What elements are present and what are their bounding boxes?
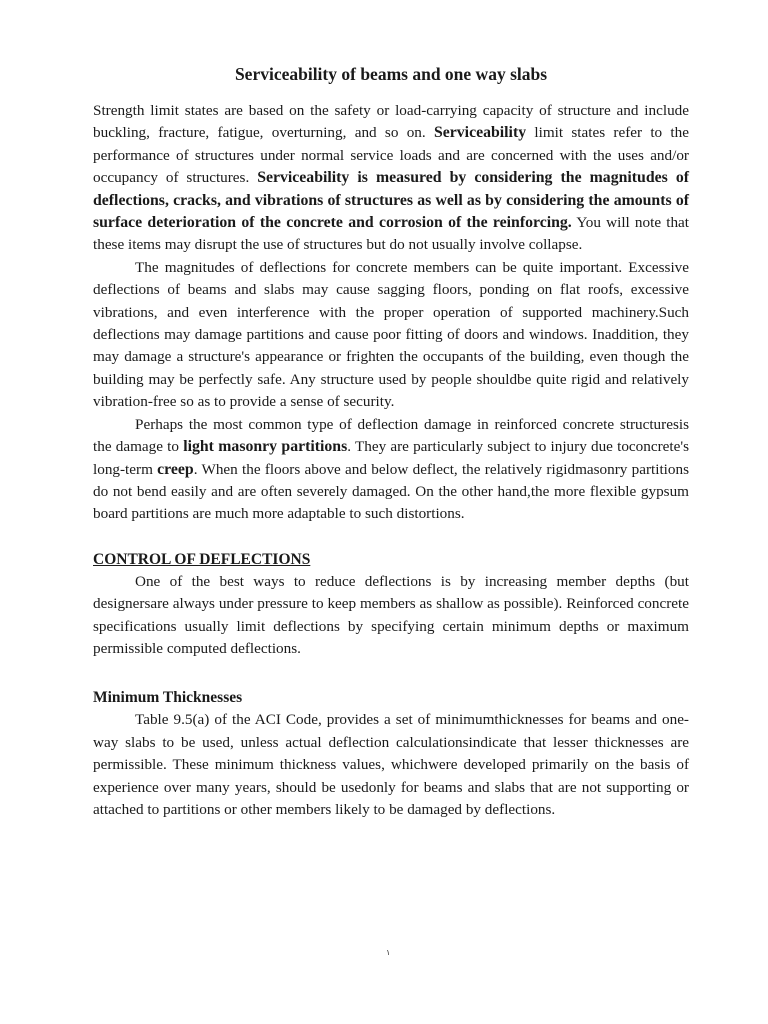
document-page <box>93 62 689 821</box>
page-title: Serviceability of beams and one way slabs <box>234 64 548 84</box>
intro-text-2: limit states refer to the performance of structures under normal service loads and are concerned with the uses and/or occupancy of structures. <box>93 124 689 187</box>
damage-bold-creep: creep <box>157 460 194 478</box>
paragraph-deflections: The magnitudes of deflections for concrete members can be quite important. Excessive deflections of beams and slabs may cause sagging floors, ponding on flat roofs, excessive vibrations, and even interference with the proper operation of supported machinery.Such deflections may damage partitions and cause poor fitting of doors and windows. Inaddition, they may damage a structure's appearance or frighten the occupants of the building, even though the building may be perfectly safe. Any structure used by people shouldbe quite rigid and relatively vibration-free so as to provide a sense of security. <box>93 258 689 411</box>
paragraph-damage <box>93 414 689 526</box>
section-heading-minimum: Minimum Thicknesses <box>93 689 243 707</box>
paragraph-control: One of the best ways to reduce deflections is by increasing member depths (but designersare always under pressure to keep members as shallow as possible). Reinforced concrete specifications usually limit deflections by specifying certain minimum depths or maximum permissible computed deflections. <box>93 572 689 657</box>
intro-bold-measured: Serviceability is measured by considering the magnitudes of deflections, cracks, and vibrations of structures as well as by considering the amounts of surface deterioration of the concrete and corrosion of the reinforcing. <box>93 169 689 232</box>
intro-text-1: Strength limit states are based on the safety or load-carrying capacity of structure and include buckling, fracture, fatigue, overturning, and so on. <box>93 102 689 142</box>
intro-text-3: You will note that these items may disrupt the use of structures but do not usually involve collapse. <box>93 214 689 254</box>
section-heading-control: CONTROL OF DEFLECTIONS <box>93 550 311 568</box>
intro-bold-serviceability: Serviceability <box>433 124 527 142</box>
paragraph-minimum: Table 9.5(a) of the ACI Code, provides a set of minimumthicknesses for beams and one-way slabs to be used, unless actual deflection calculationsindicate that lesser thicknesses are permissible. These minimum thickness values, whichwere developed primarily on the basis of experience over many years, should be usedonly for beams and slabs that are not supporting or attached to partitions or other members likely to be damaged by deflections. <box>93 711 689 818</box>
page-number: ١ <box>386 948 391 957</box>
damage-text-2: . They are particularly subject to injury due toconcrete's long-term <box>93 438 689 478</box>
damage-bold-partitions: light masonry partitions <box>183 438 348 456</box>
damage-text-1: Perhaps the most common type of deflection damage in reinforced concrete structuresis the damage to <box>93 415 689 456</box>
damage-text-3: . When the floors above and below deflect, the relatively rigidmasonry partitions do not bend easily and are often severely damaged. On the other hand,the more flexible gypsum board partitions are much more adaptable to such distortions. <box>93 460 689 523</box>
paragraph-intro <box>93 100 689 257</box>
